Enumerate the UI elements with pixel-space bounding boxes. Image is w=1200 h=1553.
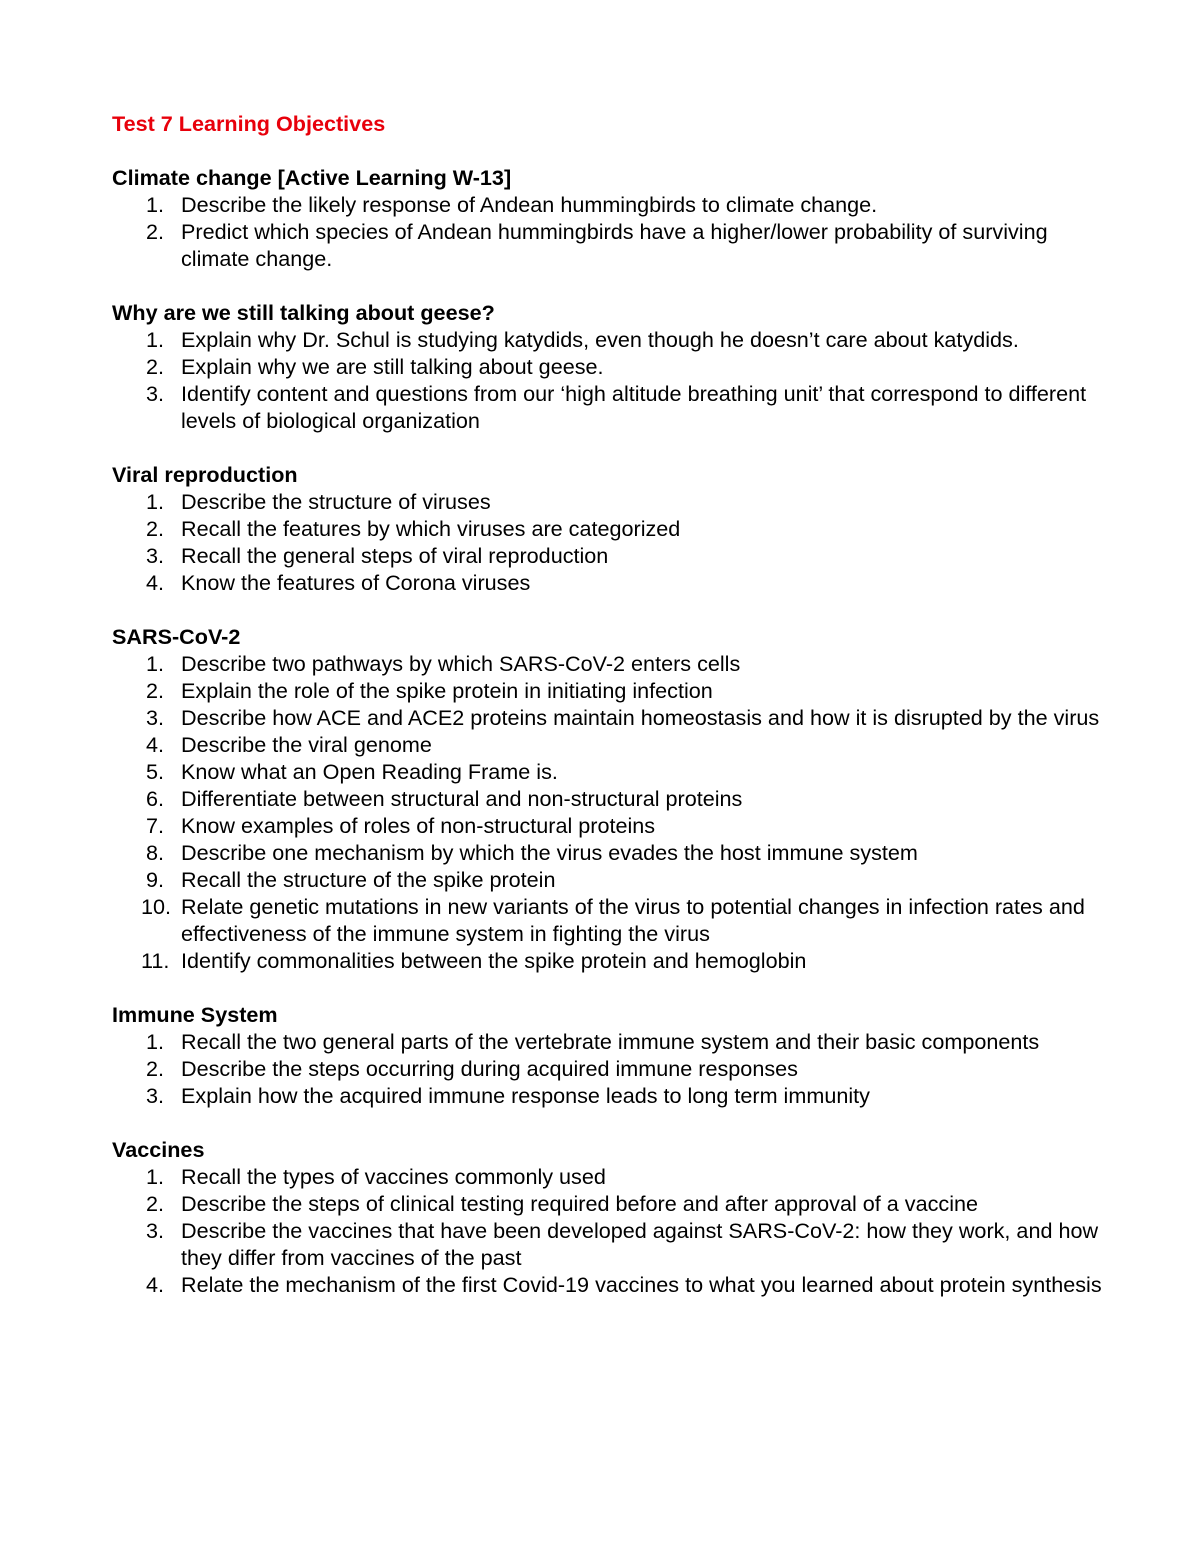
- list-item-number: 2.: [146, 516, 165, 541]
- list-item-number: 2.: [146, 678, 165, 703]
- list-item-text: Know the features of Corona viruses: [181, 570, 531, 595]
- list-item-text: Describe the structure of viruses: [181, 489, 491, 514]
- list-item-text: Describe the steps occurring during acquired immune responses: [181, 1056, 798, 1081]
- section: [112, 623, 1102, 974]
- objective-list: [112, 1028, 1102, 1109]
- list-item: [112, 839, 1102, 866]
- section-heading: Why are we still talking about geese?: [112, 300, 495, 325]
- list-item-text: Describe how ACE and ACE2 proteins maintain homeostasis and how it is disrupted by the virus: [181, 705, 1100, 730]
- section-heading: Immune System: [112, 1002, 278, 1027]
- list-item-text: Recall the structure of the spike protein: [181, 867, 556, 892]
- list-item-number: 1.: [146, 1164, 165, 1189]
- list-item: [112, 893, 1102, 947]
- list-item-text: Identify commonalities between the spike protein and hemoglobin: [181, 948, 807, 973]
- list-item-number: 3.: [146, 1083, 165, 1108]
- list-item-number: 2.: [146, 1191, 165, 1216]
- list-item-number: 1.: [146, 489, 165, 514]
- list-item-number: 8.: [146, 840, 165, 865]
- list-item: [112, 650, 1102, 677]
- objective-list: [112, 650, 1102, 974]
- list-item-number: 4.: [146, 1272, 165, 1297]
- list-item-text: Describe two pathways by which SARS-CoV-2 enters cells: [181, 651, 741, 676]
- objective-list: [112, 1163, 1102, 1298]
- list-item-number: 3.: [146, 705, 165, 730]
- list-item-text: Relate the mechanism of the first Covid-19 vaccines to what you learned about protein synthesis: [181, 1272, 1102, 1297]
- list-item: [112, 947, 1102, 974]
- list-item-text: Recall the two general parts of the vertebrate immune system and their basic components: [181, 1029, 1040, 1054]
- list-item-number: 4.: [146, 732, 165, 757]
- list-item: [112, 380, 1102, 434]
- section: [112, 299, 1102, 434]
- list-item: [112, 1082, 1102, 1109]
- list-item-text: Recall the features by which viruses are categorized: [181, 516, 681, 541]
- section-heading: Climate change [Active Learning W-13]: [112, 165, 512, 190]
- section-heading: SARS-CoV-2: [112, 624, 241, 649]
- list-item-number: 1.: [146, 192, 165, 217]
- sections-container: [112, 164, 1102, 1298]
- list-item-text: Explain why we are still talking about geese.: [181, 354, 604, 379]
- list-item: [112, 1190, 1102, 1217]
- section: [112, 461, 1102, 596]
- list-item-number: 3.: [146, 543, 165, 568]
- list-item-text: Identify content and questions from our ‘high altitude breathing unit’ that correspond to different levels of biological organization: [181, 381, 1087, 433]
- list-item-number: 1.: [146, 327, 165, 352]
- objective-list: [112, 326, 1102, 434]
- list-item-text: Describe one mechanism by which the virus evades the host immune system: [181, 840, 918, 865]
- list-item-text: Recall the general steps of viral reproduction: [181, 543, 609, 568]
- list-item-number: 6.: [146, 786, 165, 811]
- list-item-number: 2.: [146, 219, 165, 244]
- list-item-text: Describe the vaccines that have been developed against SARS-CoV-2: how they work, and how they differ from vaccines of the past: [181, 1218, 1099, 1270]
- section: [112, 164, 1102, 272]
- section: [112, 1136, 1102, 1298]
- list-item-number: 2.: [146, 354, 165, 379]
- list-item-number: 1.: [146, 651, 165, 676]
- list-item-number: 4.: [146, 570, 165, 595]
- objective-list: [112, 488, 1102, 596]
- list-item-number: 2.: [146, 1056, 165, 1081]
- list-item: [112, 191, 1102, 218]
- list-item-number: 1.: [146, 1029, 165, 1054]
- list-item-text: Know examples of roles of non-structural proteins: [181, 813, 656, 838]
- list-item: [112, 866, 1102, 893]
- list-item: [112, 1271, 1102, 1298]
- section-heading: Vaccines: [112, 1137, 205, 1162]
- list-item: [112, 758, 1102, 785]
- list-item-text: Know what an Open Reading Frame is.: [181, 759, 558, 784]
- list-item-text: Differentiate between structural and non-structural proteins: [181, 786, 743, 811]
- list-item-number: 10.: [141, 894, 172, 919]
- list-item-text: Explain why Dr. Schul is studying katydids, even though he doesn’t care about katydids.: [181, 327, 1019, 352]
- list-item: [112, 785, 1102, 812]
- list-item: [112, 542, 1102, 569]
- list-item: [112, 731, 1102, 758]
- list-item: [112, 704, 1102, 731]
- list-item: [112, 488, 1102, 515]
- list-item-text: Predict which species of Andean hummingbirds have a higher/lower probability of surviving climate change.: [181, 219, 1048, 271]
- list-item-number: 7.: [146, 813, 165, 838]
- list-item: [112, 569, 1102, 596]
- list-item: [112, 677, 1102, 704]
- list-item: [112, 218, 1102, 272]
- list-item-number: 3.: [146, 381, 165, 406]
- section: [112, 1001, 1102, 1109]
- list-item-number: 11.: [141, 948, 170, 973]
- list-item-number: 3.: [146, 1218, 165, 1243]
- document-title: Test 7 Learning Objectives: [112, 111, 386, 136]
- list-item: [112, 812, 1102, 839]
- list-item-number: 5.: [146, 759, 165, 784]
- list-item-text: Describe the steps of clinical testing required before and after approval of a vaccine: [181, 1191, 979, 1216]
- list-item: [112, 353, 1102, 380]
- list-item-text: Describe the viral genome: [181, 732, 432, 757]
- section-heading: Viral reproduction: [112, 462, 298, 487]
- list-item: [112, 1163, 1102, 1190]
- list-item-text: Explain how the acquired immune response leads to long term immunity: [181, 1083, 870, 1108]
- list-item-text: Describe the likely response of Andean hummingbirds to climate change.: [181, 192, 878, 217]
- list-item-text: Explain the role of the spike protein in initiating infection: [181, 678, 713, 703]
- list-item-text: Recall the types of vaccines commonly used: [181, 1164, 606, 1189]
- list-item: [112, 515, 1102, 542]
- list-item: [112, 1217, 1102, 1271]
- list-item: [112, 326, 1102, 353]
- list-item-text: Relate genetic mutations in new variants of the virus to potential changes in infection rates and effectiveness of the immune system in fighting the virus: [181, 894, 1085, 946]
- list-item: [112, 1055, 1102, 1082]
- list-item: [112, 1028, 1102, 1055]
- objective-list: [112, 191, 1102, 272]
- document-page: [112, 110, 1102, 1325]
- list-item-number: 9.: [146, 867, 165, 892]
